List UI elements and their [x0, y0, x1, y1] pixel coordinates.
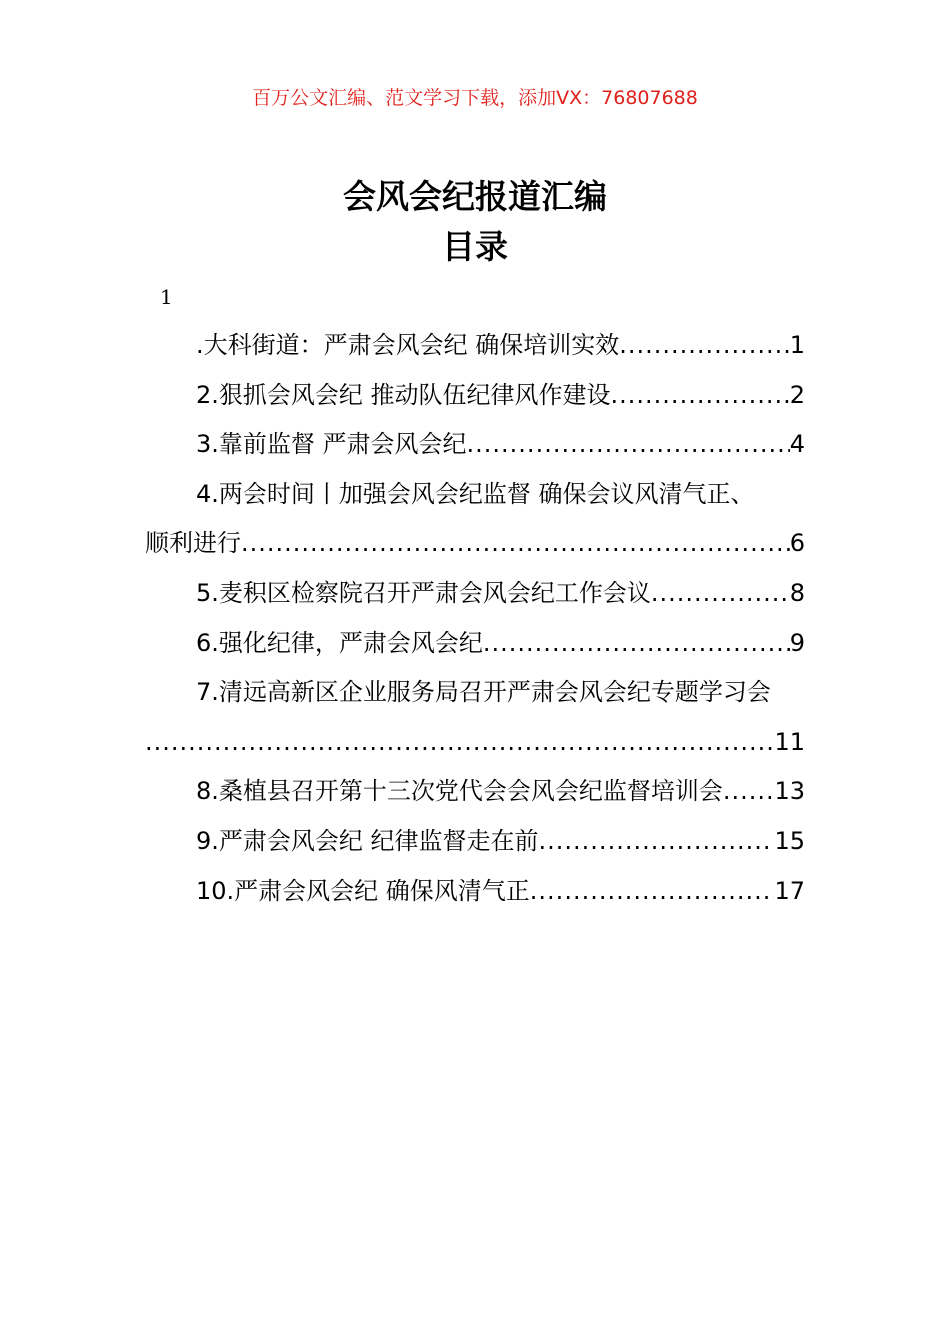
toc-entry-continuation[interactable] — [145, 519, 805, 569]
toc-entry-page: 11 — [774, 727, 805, 756]
toc-entry-title: 8.桑植县召开第十三次党代会会风会纪监督培训会 — [196, 777, 723, 806]
toc-entry[interactable] — [145, 470, 805, 520]
toc-entry[interactable] — [145, 569, 805, 619]
toc-entry-title: 2.狠抓会风会纪 推动队伍纪律风作建设 — [196, 380, 611, 409]
toc-entry-page: 15 — [774, 826, 805, 855]
toc-entry[interactable] — [145, 420, 805, 470]
toc-leader-dots — [483, 619, 790, 669]
toc-leader-dots — [241, 519, 790, 569]
toc-heading: 目录 — [442, 227, 508, 266]
toc-entry-title: 7.清远高新区企业服务局召开严肃会风会纪专题学习会 — [196, 678, 771, 707]
toc-leader-dots — [145, 718, 774, 768]
toc-entry[interactable] — [145, 817, 805, 867]
toc-leader-dots — [467, 420, 790, 470]
toc-entry-page: 9 — [789, 628, 805, 657]
toc-entry-title-continued: 顺利进行 — [145, 529, 241, 558]
toc-entry-continuation[interactable] — [145, 718, 805, 768]
toc-leader-dots — [611, 371, 790, 421]
table-of-contents — [145, 321, 805, 916]
toc-entry[interactable] — [145, 668, 805, 718]
toc-entry-title: 9.严肃会风会纪 纪律监督走在前 — [196, 826, 539, 855]
toc-entry-title: 6.强化纪律，严肃会风会纪 — [196, 628, 483, 657]
toc-entry-page: 4 — [789, 430, 805, 459]
toc-entry-page: 2 — [789, 380, 805, 409]
toc-entry[interactable] — [145, 767, 805, 817]
toc-entry-page: 6 — [789, 529, 805, 558]
toc-entry[interactable] — [145, 867, 805, 917]
toc-entry-page: 17 — [774, 876, 805, 905]
toc-leader-dots — [619, 321, 789, 371]
toc-entry-title: 4.两会时间丨加强会风会纪监督 确保会议风清气正、 — [196, 479, 755, 508]
toc-entry-title: 5.麦积区检察院召开严肃会风会纪工作会议 — [196, 578, 651, 607]
toc-entry-title: .大科街道：严肃会风会纪 确保培训实效 — [196, 331, 620, 359]
toc-entry-page: 8 — [789, 578, 805, 607]
stray-number: 1 — [160, 285, 173, 309]
toc-entry[interactable] — [145, 321, 805, 371]
document-title: 会风会纪报道汇编 — [343, 177, 607, 216]
toc-entry-title: 10.严肃会风会纪 确保风清气正 — [196, 876, 530, 905]
toc-entry[interactable] — [145, 619, 805, 669]
toc-entry-page: 13 — [774, 777, 805, 806]
toc-entry-page: 1 — [789, 331, 805, 359]
toc-entry-title: 3.靠前监督 严肃会风会纪 — [196, 430, 467, 459]
toc-leader-dots — [723, 767, 775, 817]
header-note: 百万公文汇编、范文学习下载，添加VX：76807688 — [252, 87, 698, 109]
toc-leader-dots — [539, 817, 775, 867]
toc-leader-dots — [530, 867, 775, 917]
toc-leader-dots — [651, 569, 790, 619]
toc-entry[interactable] — [145, 371, 805, 421]
